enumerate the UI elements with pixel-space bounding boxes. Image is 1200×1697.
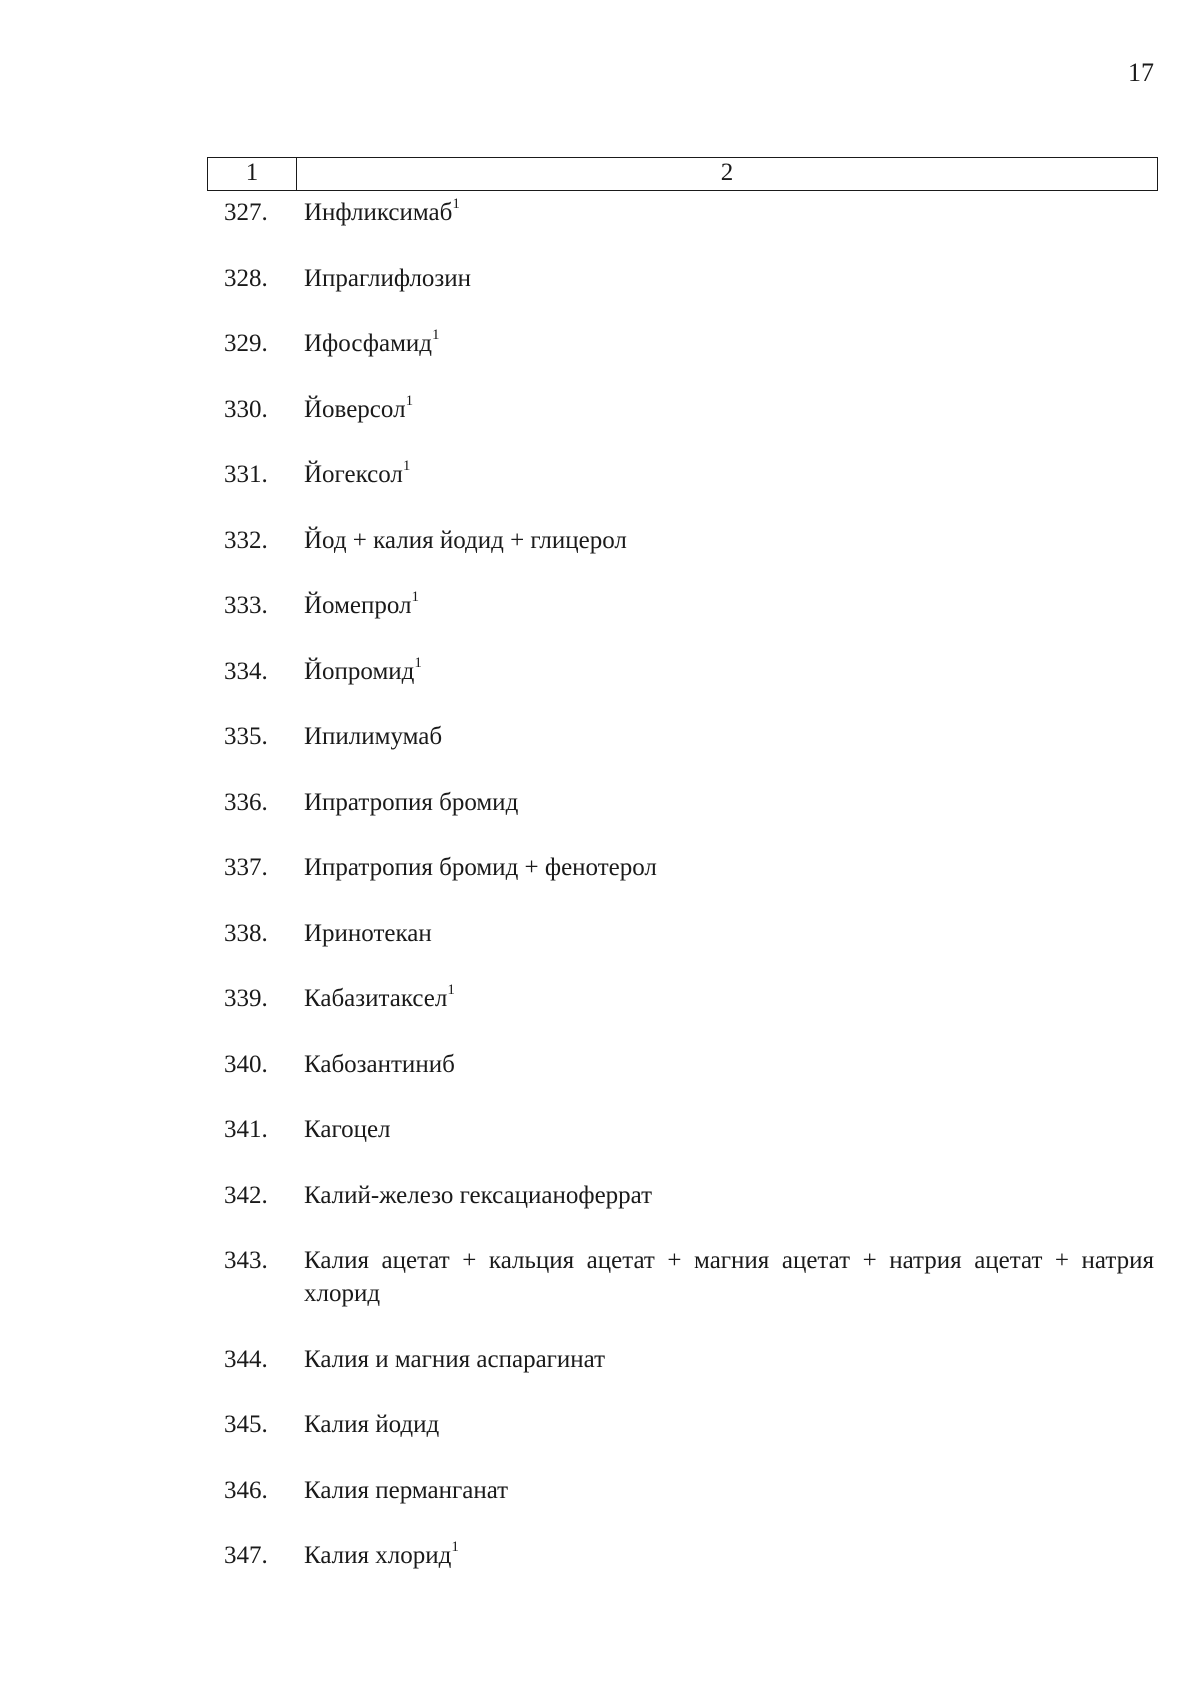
list-item	[224, 262, 1154, 295]
footnote-marker: 1	[451, 1539, 459, 1555]
entry-number: 337.	[224, 854, 268, 881]
entry-name-text: Калия йодид	[304, 1411, 440, 1438]
entry-name-text: Калия и магния аспарагинат	[304, 1345, 606, 1373]
entry-name-text: Калия ацетат + кальция ацетат + магния ацетат + натрия ацетат + натрия хлорид	[304, 1247, 1154, 1307]
entry-name	[304, 786, 1154, 819]
entry-number: 336.	[224, 788, 268, 816]
entry-number: 346.	[224, 1476, 268, 1504]
column-1-header: 1	[208, 158, 297, 191]
entry-number: 332.	[224, 526, 268, 554]
list-item	[224, 327, 1154, 360]
entry-number: 342.	[224, 1181, 268, 1209]
entry-name-text: Кагоцел	[304, 1116, 391, 1143]
entry-name-text: Иринотекан	[304, 919, 432, 947]
list-item	[224, 786, 1154, 819]
list-item	[224, 1113, 1154, 1146]
entry-name-text: Йопромид	[304, 657, 415, 685]
entry-name-text: Калий-железо гексацианоферрат	[304, 1181, 653, 1209]
entry-name-text: Калия хлорид	[304, 1542, 452, 1569]
table-header-row	[208, 158, 1158, 191]
entry-name-text: Йомепрол	[304, 592, 412, 619]
entry-number: 327.	[224, 199, 268, 226]
entry-name-text: Кабозантиниб	[304, 1050, 455, 1078]
entry-name	[304, 196, 1154, 229]
entry-name	[304, 1048, 1154, 1081]
entry-number: 334.	[224, 657, 268, 685]
entry-number: 335.	[224, 723, 268, 750]
list-item	[224, 1539, 1154, 1572]
table-header	[207, 157, 1158, 191]
entry-name-text: Инфликсимаб	[304, 199, 453, 226]
list-item	[224, 524, 1154, 557]
entry-name	[304, 524, 1154, 557]
entry-name	[304, 1113, 1154, 1146]
entry-name-text: Ипратропия бромид	[304, 788, 519, 816]
entry-name	[304, 589, 1154, 622]
list-item	[224, 196, 1154, 229]
list-item	[224, 1343, 1154, 1376]
entry-name	[304, 982, 1154, 1015]
entry-name	[304, 327, 1154, 360]
entry-number: 340.	[224, 1050, 268, 1078]
entry-name	[304, 1343, 1154, 1376]
list-item	[224, 851, 1154, 884]
entry-name-text: Кабазитаксел	[304, 985, 448, 1012]
entry-name-text: Ифосфамид	[304, 330, 432, 357]
footnote-marker: 1	[447, 982, 455, 998]
list-item	[224, 1244, 1154, 1310]
entry-name	[304, 1539, 1154, 1572]
entry-name-text: Йоверсол	[304, 395, 406, 423]
footnote-marker: 1	[432, 327, 440, 343]
entry-number: 338.	[224, 919, 268, 947]
entry-name	[304, 655, 1154, 688]
entry-name	[304, 1244, 1154, 1310]
entry-name	[304, 458, 1154, 491]
entry-number: 329.	[224, 330, 268, 357]
footnote-marker: 1	[402, 458, 411, 474]
list-item	[224, 1408, 1154, 1441]
list-item	[224, 589, 1154, 622]
entry-number: 328.	[224, 264, 268, 292]
list-item	[224, 720, 1154, 753]
list-item	[224, 458, 1154, 491]
entry-name-text: Йогексол	[304, 461, 403, 488]
list-item	[224, 1179, 1154, 1212]
list-item	[224, 917, 1154, 950]
list-item	[224, 393, 1154, 426]
entry-name	[304, 917, 1154, 950]
entry-number: 330.	[224, 395, 268, 423]
entry-name	[304, 262, 1154, 295]
entry-name-text: Ипратропия бромид + фенотерол	[304, 854, 657, 881]
entry-name	[304, 1474, 1154, 1507]
column-2-header: 2	[297, 158, 1158, 191]
footnote-marker: 1	[405, 392, 414, 409]
entry-number: 339.	[224, 985, 268, 1012]
entry-number: 341.	[224, 1116, 268, 1143]
entry-number: 343.	[224, 1247, 268, 1274]
entry-name	[304, 851, 1154, 884]
page-number: 17	[1128, 58, 1154, 87]
entry-name-text: Калия перманганат	[304, 1476, 509, 1504]
entry-number: 344.	[224, 1345, 268, 1373]
entry-name	[304, 1408, 1154, 1441]
entry-number: 347.	[224, 1542, 268, 1569]
entry-number: 331.	[224, 461, 268, 488]
entry-name	[304, 720, 1154, 753]
entry-name-text: Йод + калия йодид + глицерол	[304, 526, 627, 554]
entry-name	[304, 1179, 1154, 1212]
entry-number: 345.	[224, 1411, 268, 1438]
footnote-marker: 1	[414, 654, 422, 671]
list-item	[224, 655, 1154, 688]
footnote-marker: 1	[452, 196, 460, 212]
entry-number: 333.	[224, 592, 268, 619]
list-item	[224, 982, 1154, 1015]
entry-name-text: Ипраглифлозин	[304, 264, 472, 292]
list-item	[224, 1474, 1154, 1507]
entry-name-text: Ипилимумаб	[304, 723, 443, 750]
footnote-marker: 1	[411, 589, 420, 605]
list-item	[224, 1048, 1154, 1081]
entry-name	[304, 393, 1154, 426]
